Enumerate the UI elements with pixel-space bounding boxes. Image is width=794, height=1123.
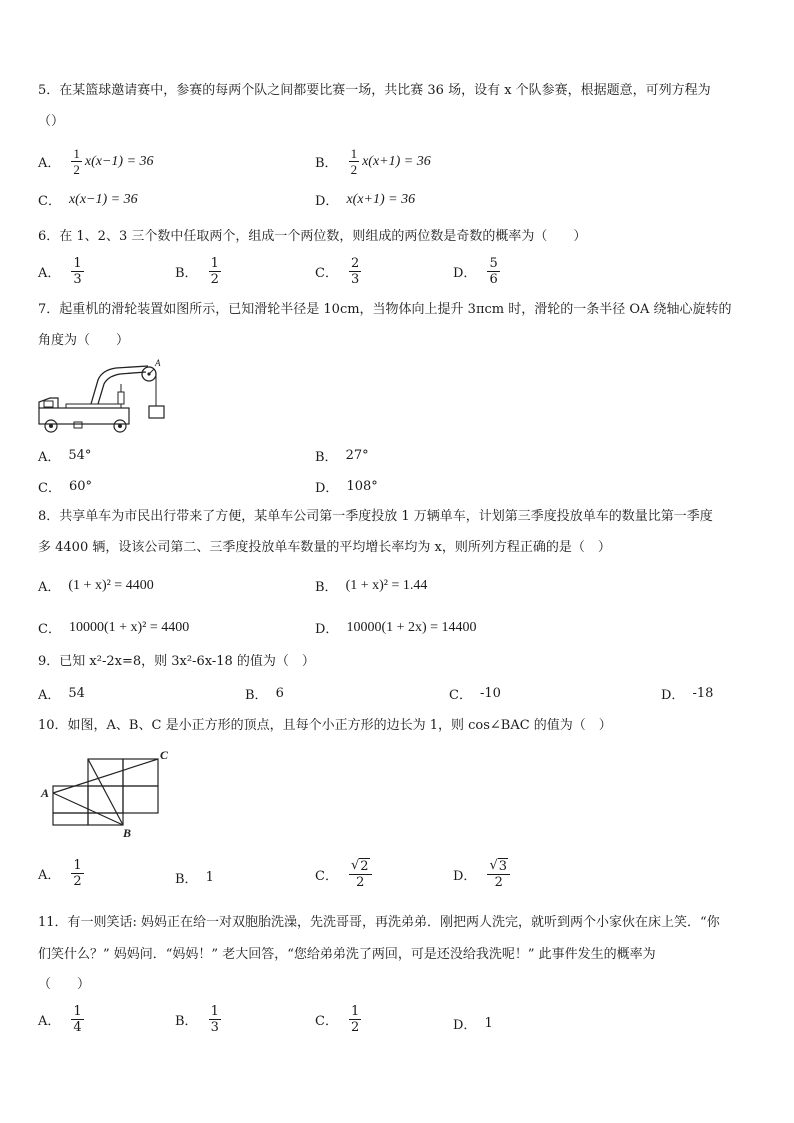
q6-option-d[interactable]: D． $\frac{5}{6}$ — [453, 256, 498, 287]
q9-option-a[interactable]: A． 54 — [38, 686, 85, 703]
q11-option-d[interactable]: D． 1 — [453, 1016, 493, 1033]
q9-option-d[interactable]: D． -18 — [661, 686, 714, 703]
q10-option-d[interactable]: D． √ 3 2 — [453, 858, 513, 890]
fraction: $\frac{1}{2}$ — [350, 146, 358, 177]
question-6-stem: 6．在 1、2、3 三个数中任取两个，组成一个两位数，则组成的两位数是奇数的概率为（ ） — [38, 229, 587, 244]
q10-option-a[interactable]: A． $\frac{1}{2}$ — [38, 858, 82, 889]
question-5-paren: （） — [38, 114, 65, 129]
question-5-stem — [38, 81, 756, 101]
q8-option-b[interactable]: B． (1 + x)² = 1.44 — [315, 577, 428, 595]
q6-option-c[interactable]: C． $\frac{2}{3}$ — [315, 256, 360, 287]
figure-label-a: A — [155, 358, 161, 368]
q5-option-a[interactable]: A． $\frac{1}{2}$ x(x−1) = 36 — [38, 146, 154, 177]
q7-option-d[interactable]: D． 108° — [315, 479, 378, 496]
q7-option-c[interactable]: C． 60° — [38, 479, 92, 496]
label-c: C — [160, 748, 169, 762]
question-11-stem-line2: 们笑什么？” 妈妈问．“妈妈！” 老大回答，“您给弟弟洗了两回，可是还没给我洗呢！” 此事件发生的概率为 — [38, 947, 656, 962]
q9-option-b[interactable]: B． 6 — [245, 686, 284, 703]
fraction: $\frac{1}{2}$ — [73, 146, 80, 177]
q6-option-b[interactable]: B． $\frac{1}{2}$ — [175, 256, 219, 287]
question-11-paren: （ ） — [38, 977, 91, 992]
question-10-stem: 10．如图，A、B、C 是小正方形的顶点，且每个小正方形的边长为 1，则 cos∠BAC 的值为（ ） — [38, 718, 612, 733]
q8-option-a[interactable]: A． (1 + x)² = 4400 — [38, 577, 154, 595]
question-9-stem: 9．已知 x²-2x=8，则 3x²-6x-18 的值为（ ） — [38, 654, 315, 669]
question-7-stem-line2: 角度为（ ） — [38, 333, 130, 348]
q5-option-b[interactable]: B． $\frac{1}{2}$ x(x+1) = 36 — [315, 146, 431, 177]
q7-option-a[interactable]: A． 54° — [38, 448, 92, 465]
question-7-stem: 7．起重机的滑轮装置如图所示，已知滑轮半径是 10cm，当物体向上提升 3πcm 时，滑轮的一条半径 OA 绕轴心旋转的 — [38, 302, 732, 317]
question-8-stem: 8．共享单车为市民出行带来了方便，某单车公司第一季度投放 1 万辆单车，计划第三季度投放单车的数量比第一季度 — [38, 509, 713, 524]
grid-figure — [38, 745, 178, 840]
q9-option-c[interactable]: C． -10 — [449, 686, 501, 703]
q11-option-c[interactable]: C． $\frac{1}{2}$ — [315, 1004, 360, 1035]
question-8-stem-line2: 多 4400 辆，设该公司第二、三季度投放单车数量的平均增长率均为 x，则所列方程正确的是（ ） — [38, 540, 611, 555]
question-11-stem: 11．有一则笑话: 妈妈正在给一对双胞胎洗澡，先洗哥哥，再洗弟弟．刚把两人洗完，就听到两个小家伙在床上笑．“你 — [38, 915, 720, 930]
q10-option-c[interactable]: C． √ 2 2 — [315, 858, 375, 890]
q11-option-a[interactable]: A． $\frac{1}{4}$ — [38, 1004, 82, 1035]
label-a: A — [41, 786, 50, 800]
q5-option-c[interactable]: C． x(x−1) = 36 — [38, 191, 138, 209]
q10-option-b[interactable]: B． 1 — [175, 870, 214, 887]
crane-figure — [36, 358, 171, 438]
q6-option-a[interactable]: A． $\frac{1}{3}$ — [38, 256, 82, 287]
q8-option-c[interactable]: C． 10000(1 + x)² = 4400 — [38, 619, 190, 637]
q11-option-b[interactable]: B． $\frac{1}{3}$ — [175, 1004, 219, 1035]
label-b: B — [123, 826, 132, 840]
q8-option-d[interactable]: D． 10000(1 + 2x) = 14400 — [315, 619, 477, 637]
question-5-text: 5．在某篮球邀请赛中，参赛的每两个队之间都要比赛一场，共比赛 36 场，设有 x 个队参赛，根据题意，可列方程为 — [38, 83, 711, 98]
q7-option-b[interactable]: B． 27° — [315, 448, 369, 465]
q5-option-d[interactable]: D． x(x+1) = 36 — [315, 191, 416, 209]
